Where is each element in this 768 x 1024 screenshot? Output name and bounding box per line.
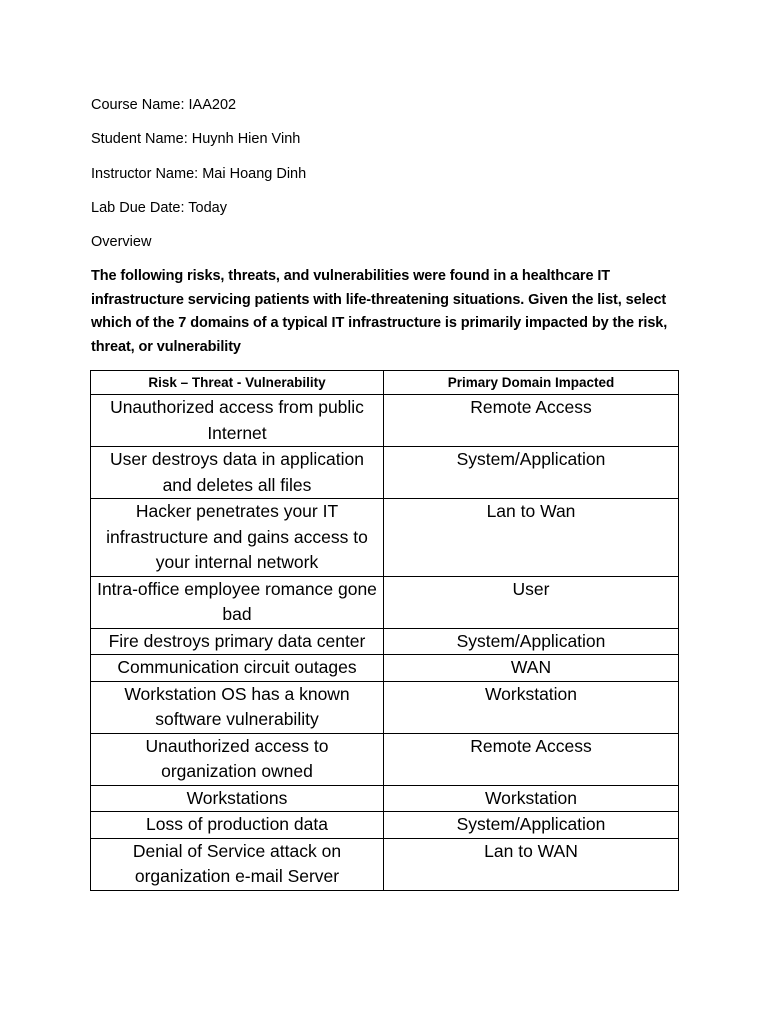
student-name-line	[91, 130, 300, 148]
domain-cell: System/Application	[384, 812, 679, 839]
table-row	[91, 628, 679, 655]
instructor-name-line	[91, 165, 306, 183]
risk-domain-table	[90, 370, 679, 891]
table-header-row	[91, 371, 679, 395]
risk-cell: Hacker penetrates your IT infrastructure and gains access to your internal network	[91, 499, 384, 577]
risk-cell: Intra-office employee romance gone bad	[91, 576, 384, 628]
risk-cell: Workstation OS has a known software vulnerability	[91, 681, 384, 733]
table-row	[91, 812, 679, 839]
table-row	[91, 838, 679, 890]
table-row	[91, 447, 679, 499]
domain-cell: Workstation	[384, 785, 679, 812]
domain-cell: Lan to WAN	[384, 838, 679, 890]
course-name-value: IAA202	[188, 97, 237, 113]
risk-cell: Workstations	[91, 785, 384, 812]
course-name-line	[91, 96, 236, 114]
table-row	[91, 733, 679, 785]
lab-due-date-label: Lab Due Date:	[91, 200, 185, 216]
risk-cell: User destroys data in application and deletes all files	[91, 447, 384, 499]
instructor-name-label: Instructor Name:	[91, 166, 199, 182]
risk-cell: Denial of Service attack on organization e-mail Server	[91, 838, 384, 890]
student-name-label: Student Name:	[91, 131, 188, 147]
course-name-label: Course Name:	[91, 97, 185, 113]
domain-cell: WAN	[384, 655, 679, 682]
overview-heading: Overview	[91, 234, 152, 250]
column-header-risk: Risk – Threat - Vulnerability	[91, 371, 384, 395]
domain-cell: User	[384, 576, 679, 628]
domain-cell: Workstation	[384, 681, 679, 733]
lab-due-date-value: Today	[188, 200, 227, 216]
domain-cell: Lan to Wan	[384, 499, 679, 577]
overview-paragraph: The following risks, threats, and vulnerabilities were found in a healthcare IT infrastructure servicing patients with life-threatening situations. Given the list, select which of the 7 domains of a typical IT infrastructure is primarily impacted by the risk, threat, or vulnerability	[91, 268, 668, 355]
domain-cell: System/Application	[384, 447, 679, 499]
table-row	[91, 655, 679, 682]
risk-cell: Communication circuit outages	[91, 655, 384, 682]
table-row	[91, 785, 679, 812]
risk-cell: Unauthorized access to organization owned	[91, 733, 384, 785]
risk-cell: Loss of production data	[91, 812, 384, 839]
lab-due-date-line	[91, 199, 227, 217]
risk-cell: Unauthorized access from public Internet	[91, 395, 384, 447]
domain-cell: Remote Access	[384, 395, 679, 447]
column-header-domain: Primary Domain Impacted	[384, 371, 679, 395]
instructor-name-value: Mai Hoang Dinh	[202, 166, 307, 182]
risk-cell: Fire destroys primary data center	[91, 628, 384, 655]
table-row	[91, 681, 679, 733]
table-row	[91, 499, 679, 577]
table-row	[91, 395, 679, 447]
table-row	[91, 576, 679, 628]
student-name-value: Huynh Hien Vinh	[191, 131, 301, 147]
domain-cell: Remote Access	[384, 733, 679, 785]
domain-cell: System/Application	[384, 628, 679, 655]
